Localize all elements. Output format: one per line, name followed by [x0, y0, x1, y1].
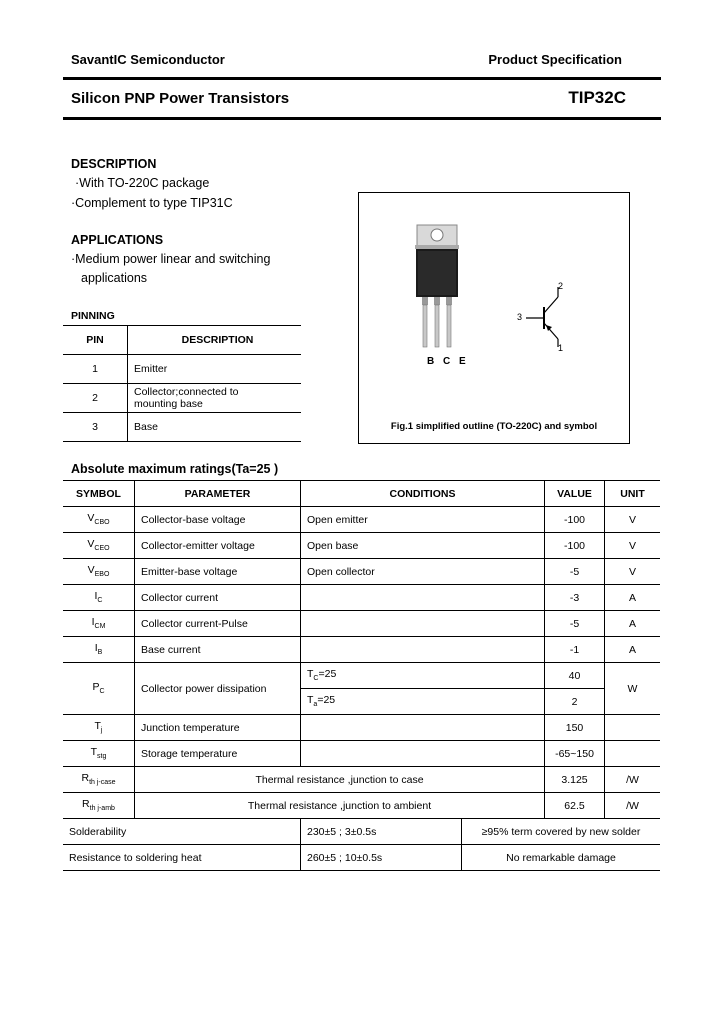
conditions-cell: Open collector [301, 559, 545, 585]
symbol-pin-label: 3 [517, 312, 523, 322]
table-row [63, 715, 660, 741]
pin-description: Base [128, 413, 302, 442]
description-cell: Thermal resistance ,junction to case [135, 767, 545, 793]
parameter-cell: Junction temperature [135, 715, 301, 741]
table-row [63, 559, 660, 585]
unit-cell [605, 715, 661, 741]
parameter-cell: Base current [135, 637, 301, 663]
pin-description: Collector;connected to mounting base [128, 384, 302, 413]
table-row [63, 767, 660, 793]
ratings-table [63, 480, 660, 871]
conditions-cell: 260±5 ; 10±0.5s [301, 845, 462, 871]
figure-box [358, 192, 630, 444]
pinning-table [63, 325, 301, 442]
table-row [63, 413, 301, 442]
symbol-cell: $R_{th j-case}$ [63, 767, 135, 793]
symbol-cell: $I_C$ [63, 585, 135, 611]
unit-cell: /W [605, 793, 661, 819]
spec-type: Product Specification [488, 52, 622, 67]
column-header: VALUE [545, 481, 605, 507]
value-cell: -100 [545, 533, 605, 559]
value-cell: 150 [545, 715, 605, 741]
description-line: ·With TO-220C package [75, 176, 210, 190]
table-header-row [63, 481, 660, 507]
symbol-pin-label: 1 [558, 343, 564, 353]
conditions-cell [301, 611, 545, 637]
package-pin-labels: B C E [427, 356, 469, 367]
ratings-heading: Absolute maximum ratings(Ta=25 ) [71, 462, 279, 476]
unit-cell: V [605, 533, 661, 559]
column-header: DESCRIPTION [128, 326, 302, 355]
description-line: ·Complement to type TIP31C [71, 196, 233, 210]
pin-number: 2 [63, 384, 128, 413]
symbol-cell: $V_{CBO}$ [63, 507, 135, 533]
conditions-cell: 230±5 ; 3±0.5s [301, 819, 462, 845]
pinning-heading: PINNING [71, 310, 115, 322]
applications-line: ·Medium power linear and switching [71, 252, 271, 266]
header-rule-top [63, 77, 661, 80]
unit-cell [605, 741, 661, 767]
unit-cell: A [605, 585, 661, 611]
symbol-cell: $V_{CEO}$ [63, 533, 135, 559]
symbol-cell: $P_C$ [63, 663, 135, 715]
conditions-cell [301, 585, 545, 611]
parameter-cell: Emitter-base voltage [135, 559, 301, 585]
unit-cell: A [605, 637, 661, 663]
value-cell: -5 [545, 611, 605, 637]
header-rule-bottom [63, 117, 661, 120]
conditions-cell: $T_a=25$ [301, 689, 545, 715]
pin-number: 1 [63, 355, 128, 384]
value-cell: 62.5 [545, 793, 605, 819]
unit-cell: V [605, 559, 661, 585]
unit-cell: /W [605, 767, 661, 793]
result-cell: No remarkable damage [462, 845, 661, 871]
document-title: Silicon PNP Power Transistors [71, 90, 290, 107]
column-header: PIN [63, 326, 128, 355]
result-cell: ≥95% term covered by new solder [462, 819, 661, 845]
applications-heading: APPLICATIONS [71, 233, 164, 247]
table-row [63, 819, 660, 845]
table-row [63, 741, 660, 767]
conditions-cell [301, 715, 545, 741]
value-cell: -5 [545, 559, 605, 585]
parameter-cell: Collector-base voltage [135, 507, 301, 533]
unit-cell: A [605, 611, 661, 637]
pin-description: Emitter [128, 355, 302, 384]
symbol-cell: $R_{th j-amb}$ [63, 793, 135, 819]
column-header: UNIT [605, 481, 661, 507]
conditions-cell: Open base [301, 533, 545, 559]
symbol-pin-label: 2 [558, 281, 564, 291]
table-row [63, 637, 660, 663]
conditions-cell: $T_C=25$ [301, 663, 545, 689]
company-name: SavantIC Semiconductor [71, 52, 225, 67]
conditions-cell [301, 637, 545, 663]
label-cell: Resistance to soldering heat [63, 845, 301, 871]
column-header: PARAMETER [135, 481, 301, 507]
value-cell: -3 [545, 585, 605, 611]
parameter-cell: Collector-emitter voltage [135, 533, 301, 559]
table-header-row [63, 326, 301, 355]
to220-package-image [409, 223, 479, 368]
unit-cell: W [605, 663, 661, 715]
table-row [63, 585, 660, 611]
parameter-cell: Storage temperature [135, 741, 301, 767]
column-header: CONDITIONS [301, 481, 545, 507]
value-cell: 2 [545, 689, 605, 715]
value-cell: 3.125 [545, 767, 605, 793]
table-row [63, 663, 660, 689]
description-cell: Thermal resistance ,junction to ambient [135, 793, 545, 819]
symbol-cell: $I_B$ [63, 637, 135, 663]
parameter-cell: Collector power dissipation [135, 663, 301, 715]
table-row [63, 355, 301, 384]
symbol-cell: $V_{EBO}$ [63, 559, 135, 585]
unit-cell: V [605, 507, 661, 533]
symbol-cell: $T_{stg}$ [63, 741, 135, 767]
label-cell: Solderability [63, 819, 301, 845]
figure-caption: Fig.1 simplified outline (TO-220C) and symbol [390, 421, 598, 432]
value-cell: 40 [545, 663, 605, 689]
pin-number: 3 [63, 413, 128, 442]
table-row [63, 793, 660, 819]
parameter-cell: Collector current-Pulse [135, 611, 301, 637]
symbol-cell: $I_{CM}$ [63, 611, 135, 637]
table-row [63, 845, 660, 871]
applications-line: applications [81, 271, 148, 285]
value-cell: -1 [545, 637, 605, 663]
conditions-cell [301, 741, 545, 767]
part-number: TIP32C [568, 88, 626, 107]
description-heading: DESCRIPTION [71, 157, 157, 171]
table-row [63, 384, 301, 413]
pnp-transistor-symbol-icon [514, 283, 574, 353]
table-row [63, 507, 660, 533]
value-cell: -100 [545, 507, 605, 533]
column-header: SYMBOL [63, 481, 135, 507]
parameter-cell: Collector current [135, 585, 301, 611]
table-row [63, 611, 660, 637]
value-cell: -65~150 [545, 741, 605, 767]
symbol-cell: $T_j$ [63, 715, 135, 741]
table-row [63, 533, 660, 559]
conditions-cell: Open emitter [301, 507, 545, 533]
